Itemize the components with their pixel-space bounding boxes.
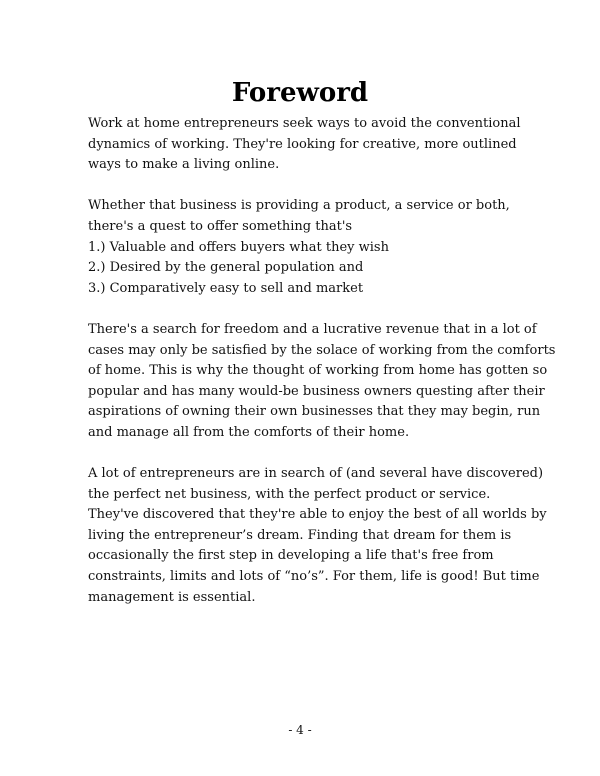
list-item: 3.) Comparatively easy to sell and market [88, 280, 364, 296]
list-item: 2.) Desired by the general population and [88, 260, 364, 276]
foreword-body [88, 114, 556, 608]
text-line: cases may only be satisfied by the solace of working from the comforts [88, 342, 556, 358]
text-line: aspirations of owning their own businesses that they may begin, run [88, 404, 541, 420]
text-line: dynamics of working. They're looking for creative, more outlined [88, 136, 517, 152]
text-line: They've discovered that they're able to enjoy the best of all worlds by [88, 507, 547, 523]
page-title: Foreword [231, 78, 369, 108]
text-line: popular and has many would-be business owners questing after their [88, 383, 545, 399]
text-line: and manage all from the comforts of their home. [88, 424, 410, 440]
text-line: management is essential. [88, 589, 256, 605]
paragraph-intro [88, 114, 528, 176]
list-item: 1.) Valuable and offers buyers what they wish [88, 239, 389, 255]
text-line: living the entrepreneur’s dream. Finding that dream for them is [88, 527, 512, 543]
text-line: Work at home entrepreneurs seek ways to avoid the conventional [88, 116, 521, 131]
text-line: There's a search for freedom and a lucrative revenue that in a lot of [88, 321, 537, 337]
text-line: there's a quest to offer something that's [88, 218, 353, 234]
text-line: Whether that business is providing a product, a service or both, [88, 198, 510, 214]
text-line: constraints, limits and lots of “no’s”. For them, life is good! But time [88, 569, 540, 585]
text-line: the perfect net business, with the perfect product or service. [88, 486, 491, 502]
text-line: A lot of entrepreneurs are in search of (and several have discovered) [88, 466, 544, 482]
paragraph-business-offer [88, 196, 528, 299]
text-line: ways to make a living online. [88, 157, 280, 173]
paragraph-entrepreneur-dream [88, 464, 547, 608]
text-line: of home. This is why the thought of working from home has gotten so [88, 363, 548, 379]
text-line: occasionally the first step in developing a life that's free from [88, 548, 494, 564]
paragraph-freedom [88, 320, 556, 444]
page-number: - 4 - [288, 723, 312, 737]
